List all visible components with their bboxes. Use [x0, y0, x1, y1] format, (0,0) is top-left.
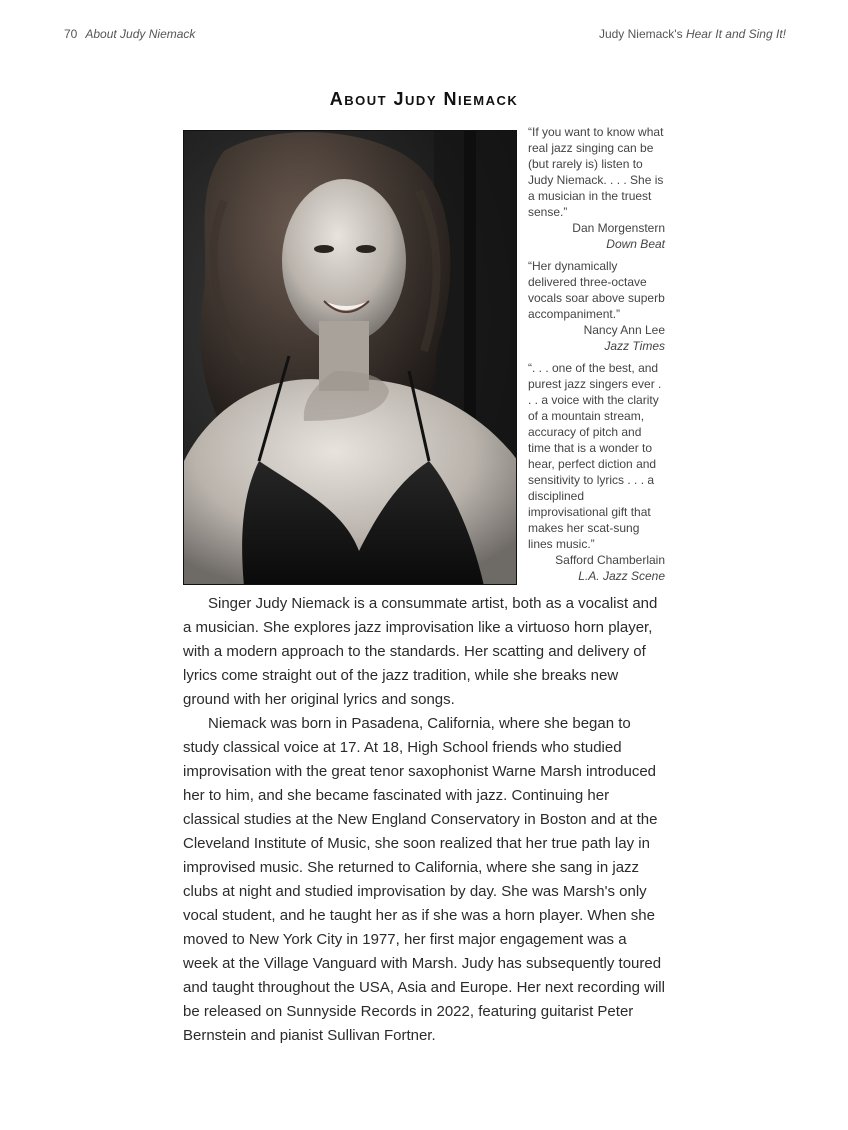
quote-source: Jazz Times — [604, 339, 665, 353]
page-number: 70 — [64, 27, 78, 41]
quote-source: Down Beat — [606, 237, 665, 251]
book-title-prefix: Judy Niemack's — [598, 27, 686, 41]
quote-text: “. . . one of the best, and purest jazz singers ever . . . a voice with the clarity of a mountain stream, accuracy of pitch and time that is a wonder to hear, perfect diction and sensitivity to lyrics . . . a disciplined improvisational gift that makes her scat-sung lines music.” — [528, 361, 662, 551]
running-head-left — [64, 27, 195, 41]
body-paragraph: Niemack was born in Pasadena, California, where she began to study classical voice at 17. At 18, High School friends who studied improvisation with the great tenor saxophonist Warne Marsh introduced her to him, and she became fascinated with jazz. Continuing her classical studies at the New England Conservatory in Boston and at the Cleveland Institute of Music, she soon realized that her true path lay in improvised music. She returned to California, where she sang in jazz clubs at night and studied improvisation by day. She was Marsh's only vocal student, and he taught her as if she was a horn player. When she moved to New York City in 1977, her first major engagement was a week at the Village Vanguard with Marsh. Judy has subsequently toured and taught throughout the USA, Asia and Europe. Her next recording will be released on Sunnyside Records in 2022, featuring guitarist Peter Bernstein and pianist Sullivan Fortner. — [183, 715, 665, 1044]
section-title: About Judy Niemack — [85, 27, 196, 41]
portrait-photo-image — [184, 131, 517, 585]
pull-quotes — [528, 124, 665, 590]
quote-item — [528, 258, 665, 354]
quote-item — [528, 360, 665, 584]
quote-author: Dan Morgenstern — [572, 221, 665, 235]
book-title: Hear It and Sing It! — [685, 27, 786, 41]
quote-author: Nancy Ann Lee — [583, 323, 665, 337]
quote-author: Safford Chamberlain — [555, 553, 665, 567]
body-paragraph: Singer Judy Niemack is a consummate artist, both as a vocalist and a musician. She explores jazz improvisation like a virtuoso horn player, with a modern approach to the standards. Her scatting and delivery of lyrics come straight out of the jazz tradition, while she breaks new ground with her original lyrics and songs. — [183, 595, 658, 708]
quote-item — [528, 124, 665, 252]
portrait-photo — [183, 130, 517, 585]
running-head-right — [599, 27, 786, 41]
quote-text: “If you want to know what real jazz singing can be (but rarely is) listen to Judy Niemack. . . . She is a musician in the truest sense.” — [528, 125, 664, 219]
quote-source: L.A. Jazz Scene — [578, 569, 665, 583]
page-title: About Judy Niemack — [329, 89, 519, 109]
biography-text — [183, 592, 665, 1048]
running-head — [64, 27, 786, 43]
quote-text: “Her dynamically delivered three-octave vocals soar above superb accompaniment.” — [528, 259, 665, 321]
